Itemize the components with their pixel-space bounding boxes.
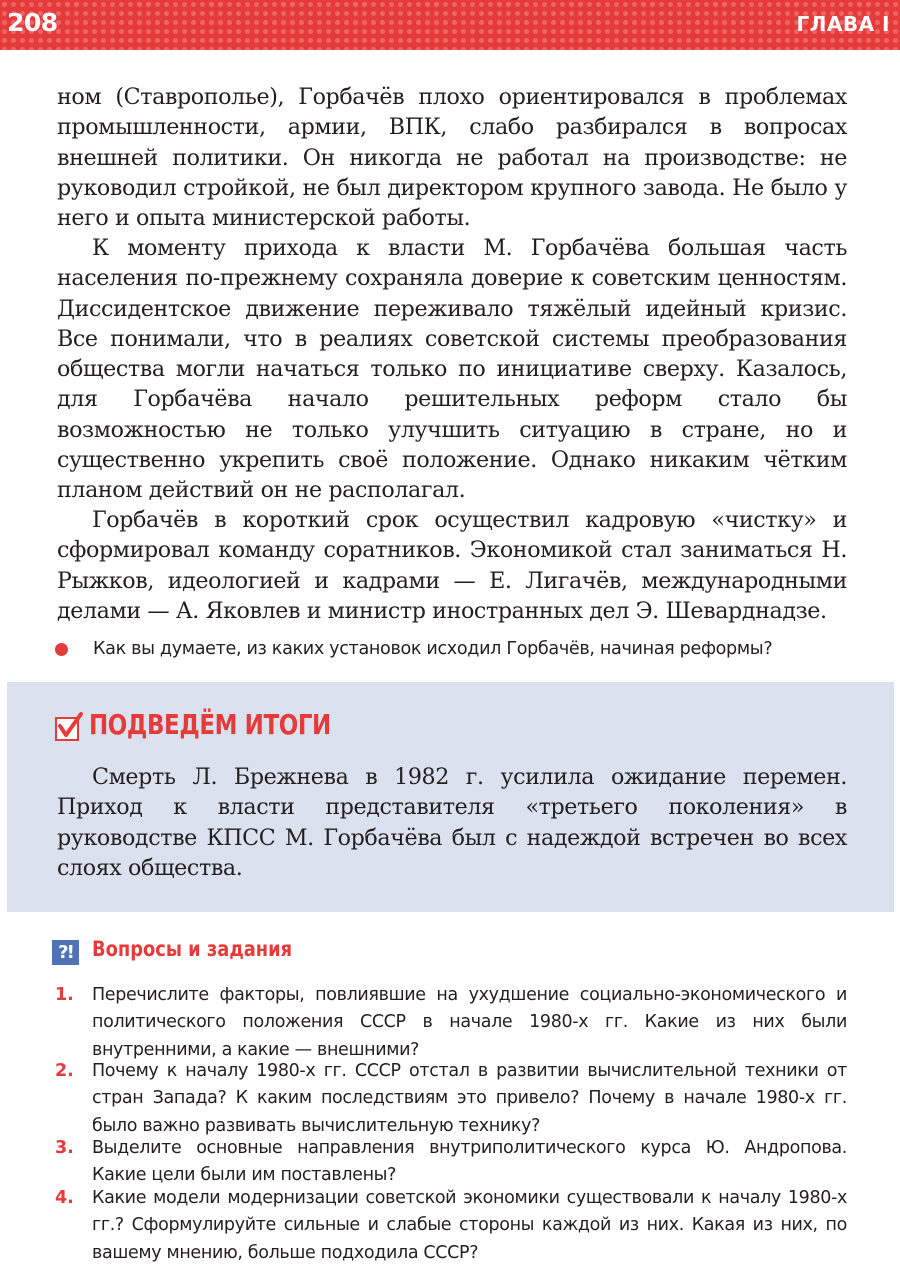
body-paragraph-1: ном (Ставрополье), Горбачёв плохо ориентировался в проблемах промышленности, армии, ВПК, слабо разбирался в вопросах внешней политики. Он никогда не работал на производстве: не руководил стройкой, не был директором крупного завода. Не было у него и опыта министерской работы. bbox=[57, 84, 847, 232]
question-text: Почему к началу 1980-х гг. СССР отстал в развитии вычислительной техники от стран Запада? К каким последствиям это привело? Почему в начале 1980-х гг. было важно развивать вычислительную технику? bbox=[92, 1061, 847, 1136]
questions-title: Вопросы и задания bbox=[92, 937, 293, 961]
question-exclamation-icon: ?! bbox=[52, 940, 79, 965]
summary-box bbox=[7, 682, 894, 912]
question-text: Перечислите факторы, повлиявшие на ухудшение социально-экономического и политического положения СССР в начале 1980-х гг. Какие из них были внутренними, а какие — внешними? bbox=[92, 985, 847, 1060]
checkmark-icon bbox=[55, 717, 79, 741]
discussion-question: Как вы думаете, из каких установок исходил Горбачёв, начиная реформы? bbox=[93, 639, 773, 659]
question-number: 2. bbox=[55, 1061, 74, 1081]
bullet-dot-icon bbox=[55, 643, 68, 656]
page-header bbox=[0, 0, 900, 50]
question-number: 3. bbox=[55, 1138, 74, 1158]
body-paragraph-3: Горбачёв в короткий срок осуществил кадровую «чистку» и сформировал команду соратников. Экономикой стал заниматься Н. Рыжков, идеологией и кадрами — Е. Лигачёв, международными делами — А. Яковлев и министр иностранных дел Э. Шеварднадзе. bbox=[57, 507, 847, 624]
chapter-label: ГЛАВА I bbox=[796, 12, 890, 36]
question-text: Выделите основные направления внутриполитического курса Ю. Андропова. Какие цели были им поставлены? bbox=[92, 1138, 847, 1186]
summary-title: ПОДВЕДЁМ ИТОГИ bbox=[89, 708, 331, 741]
question-number: 1. bbox=[55, 985, 74, 1005]
summary-text: Смерть Л. Брежнева в 1982 г. усилила ожидание перемен. Приход к власти представителя «третьего поколения» в руководстве КПСС М. Горбачёва был с надеждой встречен во всех слоях общества. bbox=[57, 764, 847, 881]
page-number: 208 bbox=[7, 8, 58, 37]
question-text: Какие модели модернизации советской экономики существовали к началу 1980-х гг.? Сформулируйте сильные и слабые стороны каждой из них. Какая из них, по вашему мнению, больше подходила СССР? bbox=[92, 1188, 847, 1263]
question-number: 4. bbox=[55, 1188, 74, 1208]
body-paragraph-2: К моменту прихода к власти М. Горбачёва большая часть населения по-прежнему сохраняла доверие к советским ценностям. Диссидентское движение переживало тяжёлый идейный кризис. Все понимали, что в реалиях советской системы преобразования общества могли начаться только по инициативе сверху. Казалось, для Горбачёва начало решительных реформ стало бы возможностью не только улучшить ситуацию в стране, но и существенно укрепить своё положение. Однако никаким чётким планом действий он не располагал. bbox=[57, 235, 847, 504]
